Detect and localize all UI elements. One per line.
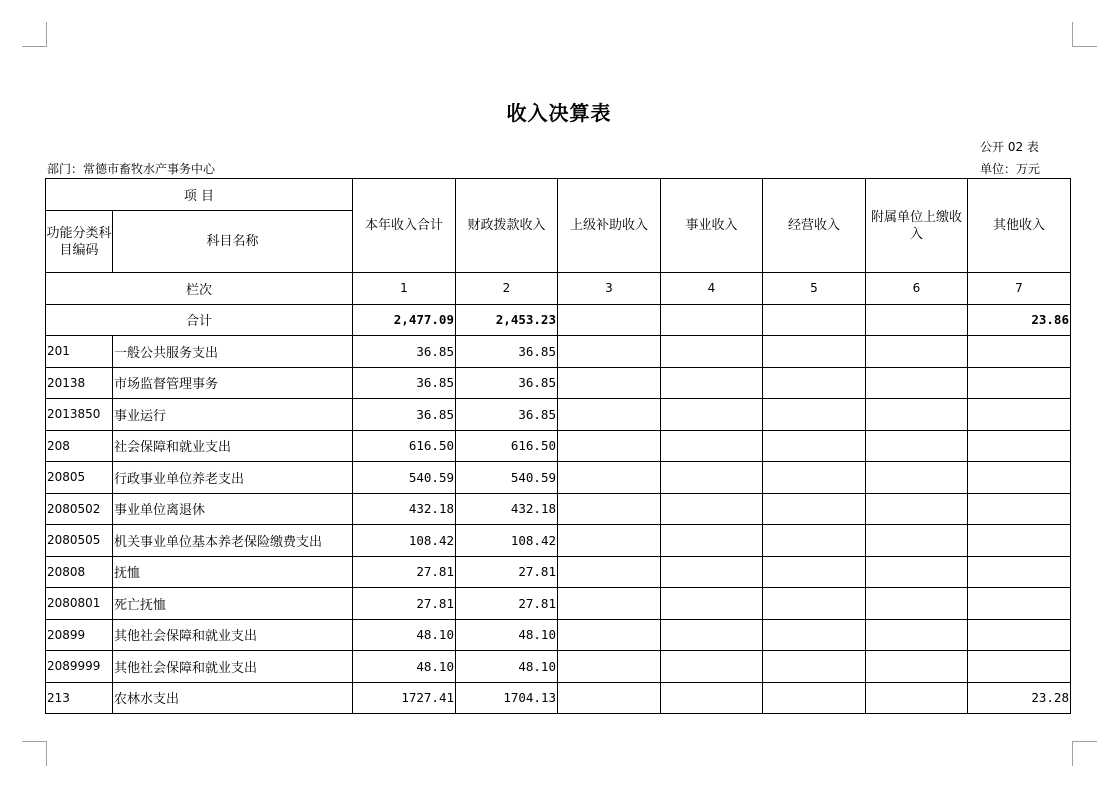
row-value: 616.50 xyxy=(456,430,558,462)
row-value xyxy=(661,588,763,620)
row-value xyxy=(866,556,968,588)
row-value xyxy=(763,588,866,620)
row-value xyxy=(558,493,661,525)
total-value xyxy=(866,304,968,336)
row-value xyxy=(866,682,968,714)
row-code: 201 xyxy=(46,336,113,368)
row-value xyxy=(968,367,1071,399)
row-value xyxy=(763,430,866,462)
row-value: 1727.41 xyxy=(353,682,456,714)
row-code: 20899 xyxy=(46,619,113,651)
page-title: 收入决算表 xyxy=(506,101,612,125)
table-row xyxy=(46,493,1071,525)
row-value xyxy=(866,493,968,525)
row-value xyxy=(968,462,1071,494)
row-value xyxy=(558,525,661,557)
row-value xyxy=(558,651,661,683)
row-value xyxy=(763,462,866,494)
row-value xyxy=(763,651,866,683)
column-number: 6 xyxy=(866,273,968,305)
row-code: 208 xyxy=(46,430,113,462)
row-code: 20805 xyxy=(46,462,113,494)
row-value xyxy=(763,556,866,588)
row-value xyxy=(558,367,661,399)
row-value xyxy=(968,430,1071,462)
header-row-1 xyxy=(46,179,1071,211)
row-value: 48.10 xyxy=(353,651,456,683)
row-value: 27.81 xyxy=(353,588,456,620)
row-value xyxy=(866,651,968,683)
table-row xyxy=(46,367,1071,399)
row-subject-name: 社会保障和就业支出 xyxy=(113,430,353,462)
row-value: 108.42 xyxy=(353,525,456,557)
row-value: 48.10 xyxy=(353,619,456,651)
row-value xyxy=(661,399,763,431)
row-code: 2080801 xyxy=(46,588,113,620)
column-number: 7 xyxy=(968,273,1071,305)
row-value xyxy=(661,430,763,462)
column-number-row xyxy=(46,273,1071,305)
row-value xyxy=(558,556,661,588)
col-header-affiliated: 附属单位上缴收入 xyxy=(866,179,968,273)
row-subject-name: 行政事业单位养老支出 xyxy=(113,462,353,494)
row-value xyxy=(661,556,763,588)
row-value: 36.85 xyxy=(353,367,456,399)
row-value xyxy=(558,619,661,651)
row-subject-name: 其他社会保障和就业支出 xyxy=(113,651,353,683)
row-value: 36.85 xyxy=(353,336,456,368)
row-value: 1704.13 xyxy=(456,682,558,714)
row-value xyxy=(661,462,763,494)
total-row xyxy=(46,304,1071,336)
row-value xyxy=(763,399,866,431)
row-value xyxy=(866,619,968,651)
row-value xyxy=(661,367,763,399)
row-value xyxy=(558,588,661,620)
row-code: 2080502 xyxy=(46,493,113,525)
row-value xyxy=(968,493,1071,525)
row-value xyxy=(558,430,661,462)
row-value xyxy=(968,336,1071,368)
row-value xyxy=(866,525,968,557)
row-value: 108.42 xyxy=(456,525,558,557)
total-value: 2,477.09 xyxy=(353,304,456,336)
total-value: 23.86 xyxy=(968,304,1071,336)
column-number: 3 xyxy=(558,273,661,305)
row-value: 36.85 xyxy=(456,399,558,431)
row-value: 48.10 xyxy=(456,619,558,651)
total-label: 合计 xyxy=(46,304,353,336)
row-value xyxy=(968,399,1071,431)
col-header-superior-subsidy: 上级补助收入 xyxy=(558,179,661,273)
row-code: 20138 xyxy=(46,367,113,399)
column-number: 2 xyxy=(456,273,558,305)
row-value xyxy=(763,619,866,651)
crop-mark-bottom-left xyxy=(22,741,47,766)
table-row xyxy=(46,525,1071,557)
row-value: 540.59 xyxy=(456,462,558,494)
row-value: 27.81 xyxy=(456,556,558,588)
func-code-header: 功能分类科目编码 xyxy=(46,211,113,273)
row-value: 36.85 xyxy=(456,336,558,368)
row-value xyxy=(661,493,763,525)
row-value xyxy=(558,462,661,494)
col-header-total: 本年收入合计 xyxy=(353,179,456,273)
table-row xyxy=(46,682,1071,714)
row-subject-name: 一般公共服务支出 xyxy=(113,336,353,368)
row-subject-name: 机关事业单位基本养老保险缴费支出 xyxy=(113,525,353,557)
row-value: 616.50 xyxy=(353,430,456,462)
row-value: 48.10 xyxy=(456,651,558,683)
row-value xyxy=(968,525,1071,557)
row-value xyxy=(763,525,866,557)
column-number: 5 xyxy=(763,273,866,305)
row-value xyxy=(968,588,1071,620)
row-value xyxy=(866,462,968,494)
row-value xyxy=(763,367,866,399)
row-value xyxy=(661,651,763,683)
row-value: 27.81 xyxy=(353,556,456,588)
row-subject-name: 死亡抚恤 xyxy=(113,588,353,620)
row-subject-name: 事业运行 xyxy=(113,399,353,431)
row-code: 213 xyxy=(46,682,113,714)
table-row xyxy=(46,588,1071,620)
total-value: 2,453.23 xyxy=(456,304,558,336)
total-value xyxy=(558,304,661,336)
col-header-other: 其他收入 xyxy=(968,179,1071,273)
table-row xyxy=(46,399,1071,431)
table-row xyxy=(46,462,1071,494)
form-number: 公开 02 表 xyxy=(980,140,1039,154)
row-value: 23.28 xyxy=(968,682,1071,714)
column-number: 4 xyxy=(661,273,763,305)
row-value: 36.85 xyxy=(456,367,558,399)
table-row xyxy=(46,556,1071,588)
row-value xyxy=(558,336,661,368)
crop-mark-bottom-right xyxy=(1072,741,1097,766)
subject-name-header: 科目名称 xyxy=(113,211,353,273)
row-subject-name: 市场监督管理事务 xyxy=(113,367,353,399)
row-subject-name: 农林水支出 xyxy=(113,682,353,714)
row-value xyxy=(661,682,763,714)
table-row xyxy=(46,651,1071,683)
row-value xyxy=(866,367,968,399)
unit-label: 单位：万元 xyxy=(980,162,1041,176)
column-number-label: 栏次 xyxy=(46,273,353,305)
table-row xyxy=(46,619,1071,651)
column-number: 1 xyxy=(353,273,456,305)
row-value xyxy=(968,651,1071,683)
row-value: 36.85 xyxy=(353,399,456,431)
row-code: 2013850 xyxy=(46,399,113,431)
row-value: 27.81 xyxy=(456,588,558,620)
row-value: 540.59 xyxy=(353,462,456,494)
row-code: 2080505 xyxy=(46,525,113,557)
row-subject-name: 其他社会保障和就业支出 xyxy=(113,619,353,651)
table-row xyxy=(46,430,1071,462)
row-value xyxy=(968,556,1071,588)
crop-mark-top-left xyxy=(22,22,47,47)
table-row xyxy=(46,336,1071,368)
row-subject-name: 抚恤 xyxy=(113,556,353,588)
total-value xyxy=(763,304,866,336)
row-value xyxy=(558,682,661,714)
row-value xyxy=(968,619,1071,651)
row-value xyxy=(866,588,968,620)
row-value: 432.18 xyxy=(456,493,558,525)
row-value xyxy=(661,619,763,651)
item-header: 项 目 xyxy=(46,179,353,211)
row-value xyxy=(866,336,968,368)
department-label: 部门：常德市畜牧水产事务中心 xyxy=(47,162,216,176)
row-value: 432.18 xyxy=(353,493,456,525)
col-header-business: 事业收入 xyxy=(661,179,763,273)
income-table xyxy=(45,178,1071,714)
row-value xyxy=(866,399,968,431)
row-code: 20808 xyxy=(46,556,113,588)
row-value xyxy=(763,682,866,714)
row-code: 2089999 xyxy=(46,651,113,683)
row-value xyxy=(763,493,866,525)
row-subject-name: 事业单位离退休 xyxy=(113,493,353,525)
col-header-fiscal: 财政拨款收入 xyxy=(456,179,558,273)
row-value xyxy=(763,336,866,368)
row-value xyxy=(558,399,661,431)
row-value xyxy=(866,430,968,462)
row-value xyxy=(661,525,763,557)
total-value xyxy=(661,304,763,336)
crop-mark-top-right xyxy=(1072,22,1097,47)
col-header-operating: 经营收入 xyxy=(763,179,866,273)
row-value xyxy=(661,336,763,368)
